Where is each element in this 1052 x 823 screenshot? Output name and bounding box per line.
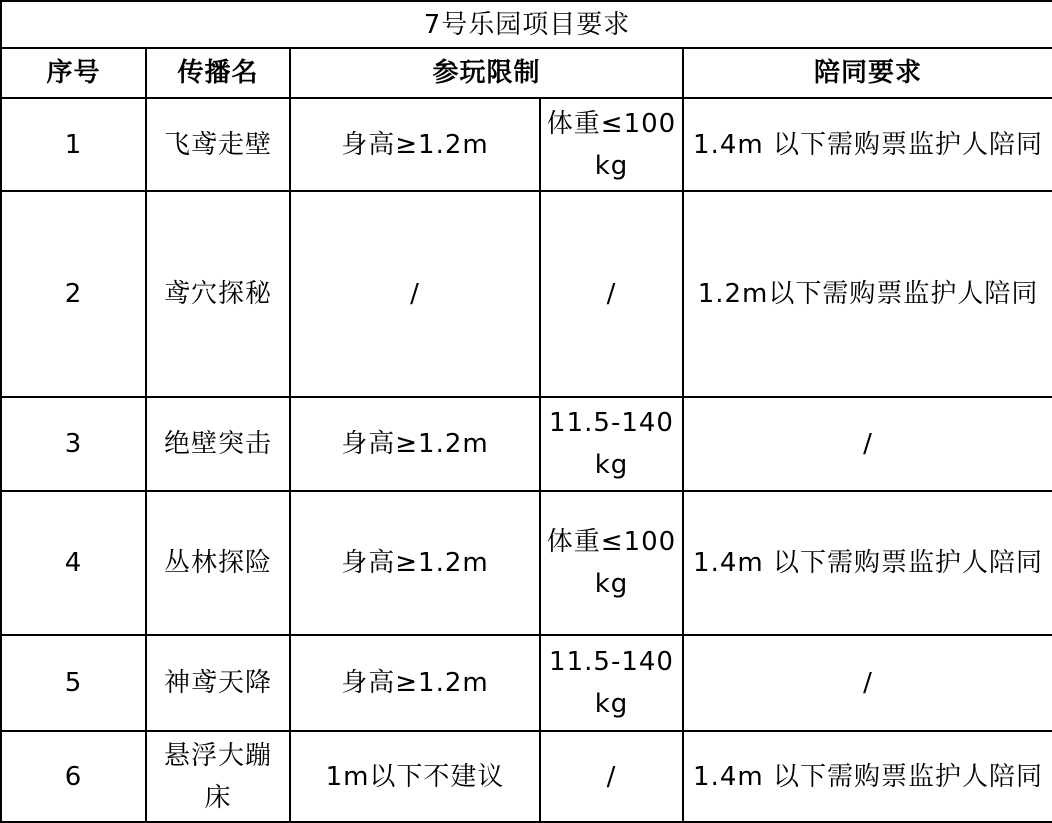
cell-companion: 1.2m以下需购票监护人陪同 — [683, 191, 1052, 397]
cell-index: 4 — [1, 491, 146, 635]
table-row — [1, 98, 1052, 191]
cell-index: 1 — [1, 98, 146, 191]
cell-name: 鸢穴探秘 — [146, 191, 290, 397]
cell-companion: 1.4m 以下需购票监护人陪同 — [683, 98, 1052, 191]
cell-index: 3 — [1, 397, 146, 491]
table-row — [1, 731, 1052, 822]
header-row — [1, 48, 1052, 98]
cell-weight: 11.5-140kg — [540, 635, 683, 731]
cell-name: 绝壁突击 — [146, 397, 290, 491]
cell-name: 悬浮大蹦床 — [146, 731, 290, 822]
cell-weight: / — [540, 191, 683, 397]
cell-companion: / — [683, 635, 1052, 731]
cell-height: 身高≥1.2m — [290, 397, 540, 491]
table-row — [1, 635, 1052, 731]
cell-height: / — [290, 191, 540, 397]
table-row — [1, 191, 1052, 397]
cell-weight: 体重≤100kg — [540, 491, 683, 635]
cell-weight: 体重≤100kg — [540, 98, 683, 191]
cell-height: 身高≥1.2m — [290, 98, 540, 191]
table-title: 7号乐园项目要求 — [1, 1, 1052, 48]
cell-index: 2 — [1, 191, 146, 397]
cell-index: 6 — [1, 731, 146, 822]
cell-companion: / — [683, 397, 1052, 491]
cell-height: 1m以下不建议 — [290, 731, 540, 822]
header-index: 序号 — [1, 48, 146, 98]
cell-companion: 1.4m 以下需购票监护人陪同 — [683, 491, 1052, 635]
table-row — [1, 491, 1052, 635]
cell-weight: / — [540, 731, 683, 822]
cell-name: 丛林探险 — [146, 491, 290, 635]
cell-weight: 11.5-140kg — [540, 397, 683, 491]
cell-companion: 1.4m 以下需购票监护人陪同 — [683, 731, 1052, 822]
cell-index: 5 — [1, 635, 146, 731]
header-companion: 陪同要求 — [683, 48, 1052, 98]
table-row — [1, 397, 1052, 491]
header-restriction: 参玩限制 — [290, 48, 683, 98]
cell-height: 身高≥1.2m — [290, 635, 540, 731]
cell-height: 身高≥1.2m — [290, 491, 540, 635]
header-name: 传播名 — [146, 48, 290, 98]
cell-name: 神鸢天降 — [146, 635, 290, 731]
title-row — [1, 1, 1052, 48]
cell-name: 飞鸢走壁 — [146, 98, 290, 191]
